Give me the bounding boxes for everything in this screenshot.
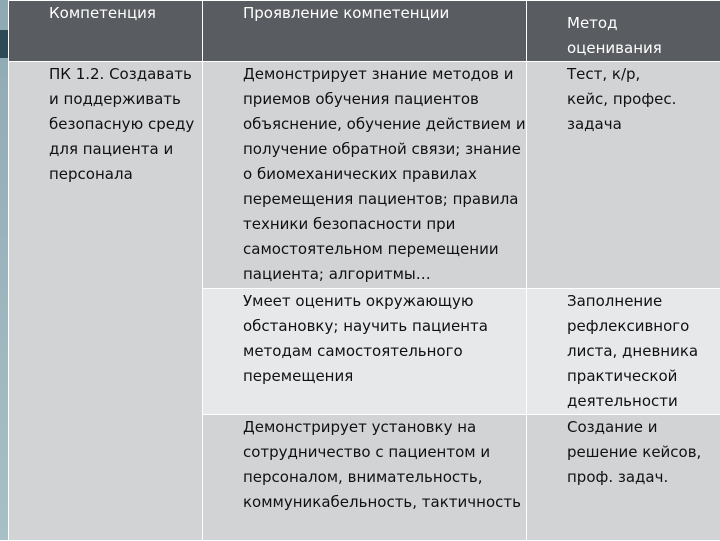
table-header-row [9,1,720,62]
method-cell: Тест, к/р, кейс, профес. задача [527,62,720,289]
left-accent-bar [0,0,8,540]
header-manifestation: Проявление компетенции [203,1,527,62]
method-cell: Создание и решение кейсов, проф. задач. [527,415,720,541]
table-row [9,62,720,289]
header-assessment-method: Метод оценивания [527,1,720,62]
competence-cell: ПК 1.2. Создавать и поддерживать безопасную среду для пациента и персонала [9,62,203,541]
method-cell: Заполнение рефлексивного листа, дневника практической деятельности [527,289,720,415]
manifestation-cell: Демонстрирует знание методов и приемов обучения пациентов объяснение, обучение действием и получение обратной связи; знание о биомеханических правилах перемещения пациентов; правила техники безопасности при самостоятельном перемещении пациента; алгоритмы… [203,62,527,289]
manifestation-cell: Умеет оценить окружающую обстановку; научить пациента методам самостоятельного перемещения [203,289,527,415]
left-accent-marker [0,30,8,58]
manifestation-cell: Демонстрирует установку на сотрудничество с пациентом и персоналом, внимательность, коммуникабельность, тактичность [203,415,527,541]
competence-table [8,0,720,541]
header-competence: Компетенция [9,1,203,62]
